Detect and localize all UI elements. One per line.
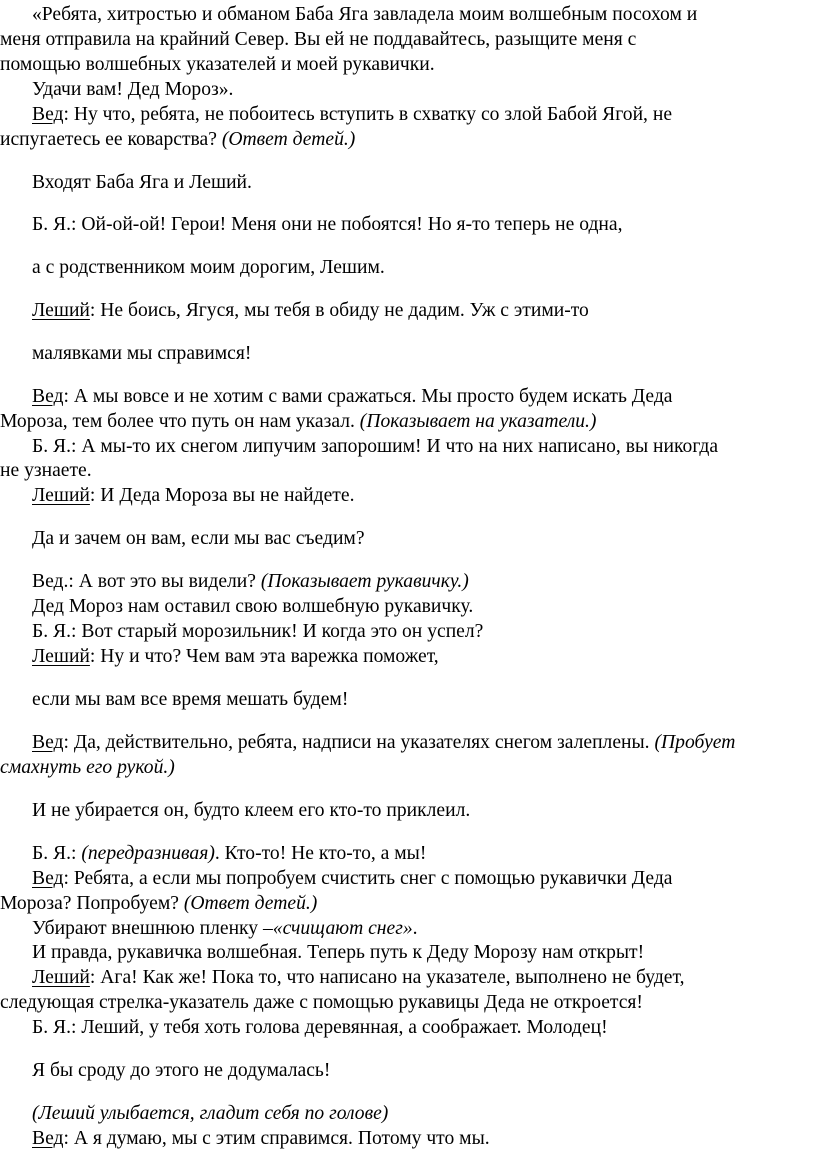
text-line: Вед: Ребята, а если мы попробуем счистить снег с помощью рукавички Деда [32, 868, 673, 889]
text-line: Леший: И Деда Мороза вы не найдете. [32, 485, 355, 506]
text-line: И не убирается он, будто клеем его кто-то приклеил. [32, 800, 471, 821]
stage-direction: «счищают снег» [272, 918, 413, 939]
text-line: Да и зачем он вам, если мы вас съедим? [32, 528, 365, 549]
text-line [0, 756, 175, 780]
stage-direction: (Показывает на указатели.) [359, 411, 597, 432]
text-line: помощью волшебных указателей и моей рукавички. [0, 54, 435, 75]
text-line: Вед: А я думаю, мы с этим справимся. Потому что мы. [32, 1128, 490, 1149]
text-line: если мы вам все время мешать будем! [32, 689, 349, 710]
speaker-label: Вед [32, 1128, 64, 1149]
stage-direction: смахнуть его рукой.) [0, 757, 175, 778]
text-line: испугаетесь ее коварства? (Ответ детей.) [0, 129, 356, 150]
stage-direction: (Леший улыбается, гладит себя по голове) [32, 1103, 389, 1124]
text-line: а с родственником моим дорогим, Лешим. [32, 257, 385, 278]
text-line: Б. Я.: Вот старый морозильник! И когда это он успел? [32, 621, 484, 642]
speaker-label: Вед [32, 386, 64, 407]
stage-direction: (передразнивая) [81, 843, 215, 864]
text-line: И правда, рукавичка волшебная. Теперь путь к Деду Морозу нам открыт! [32, 942, 645, 963]
text-line: Леший: Ну и что? Чем вам эта варежка поможет, [32, 646, 439, 667]
text-line: Б. Я.: Леший, у тебя хоть голова деревянная, а соображает. Молодец! [32, 1017, 608, 1038]
text-line: Леший: Ага! Как же! Пока то, что написано на указателе, выполнено не будет, [32, 967, 685, 988]
text-line: не узнаете. [0, 460, 92, 481]
text-line: малявками мы справимся! [32, 343, 252, 364]
text-line: Б. Я.: А мы-то их снегом липучим запорошим! И что на них написано, вы никогда [32, 436, 719, 457]
text-line: Мороза? Попробуем? (Ответ детей.) [0, 893, 318, 914]
stage-direction: (Показывает рукавичку.) [260, 571, 469, 592]
text-line: Я бы сроду до этого не додумалась! [32, 1060, 331, 1081]
text-line: Дед Мороз нам оставил свою волшебную рукавичку. [32, 596, 474, 617]
text-line: Входят Баба Яга и Леший. [32, 172, 252, 193]
text-line: Вед: Да, действительно, ребята, надписи на указателях снегом залеплены. (Пробует [32, 732, 736, 753]
text-line: меня отправила на крайний Север. Вы ей не поддавайтесь, разыщите меня с [0, 29, 637, 50]
text-line: Убирают внешнюю пленку –«счищают снег». [32, 918, 418, 939]
text-line: Вед: А мы вовсе и не хотим с вами сражаться. Мы просто будем искать Деда [32, 386, 673, 407]
text-line: Б. Я.: Ой-ой-ой! Герои! Меня они не побоятся! Но я-то теперь не одна, [32, 214, 623, 235]
text-line: Б. Я.: (передразнивая). Кто-то! Не кто-то, а мы! [32, 843, 427, 864]
speaker-label: Вед [32, 104, 64, 125]
stage-direction: (Ответ детей.) [221, 129, 356, 150]
text-line: Мороза, тем более что путь он нам указал. (Показывает на указатели.) [0, 411, 597, 432]
speaker-label: Вед [32, 732, 64, 753]
text-line: Вед: Ну что, ребята, не побоитесь вступить в схватку со злой Бабой Ягой, не [32, 104, 673, 125]
text-line: Вед.: А вот это вы видели? (Показывает рукавичку.) [32, 571, 469, 592]
text-line [32, 1102, 388, 1126]
text-line: Леший: Не боись, Ягуся, мы тебя в обиду не дадим. Уж с этими-то [32, 300, 589, 321]
text-line: «Ребята, хитростью и обманом Баба Яга завладела моим волшебным посохом и [32, 4, 698, 25]
stage-direction: (Пробует [654, 732, 736, 753]
speaker-label: Леший [32, 967, 90, 988]
speaker-label: Вед [32, 868, 64, 889]
text-line: Удачи вам! Дед Мороз». [32, 79, 234, 100]
stage-direction: (Ответ детей.) [183, 893, 318, 914]
speaker-label: Леший [32, 485, 90, 506]
speaker-label: Леший [32, 646, 90, 667]
speaker-label: Леший [32, 300, 90, 321]
text-line: следующая стрелка-указатель даже с помощью рукавицы Деда не откроется! [0, 992, 643, 1013]
